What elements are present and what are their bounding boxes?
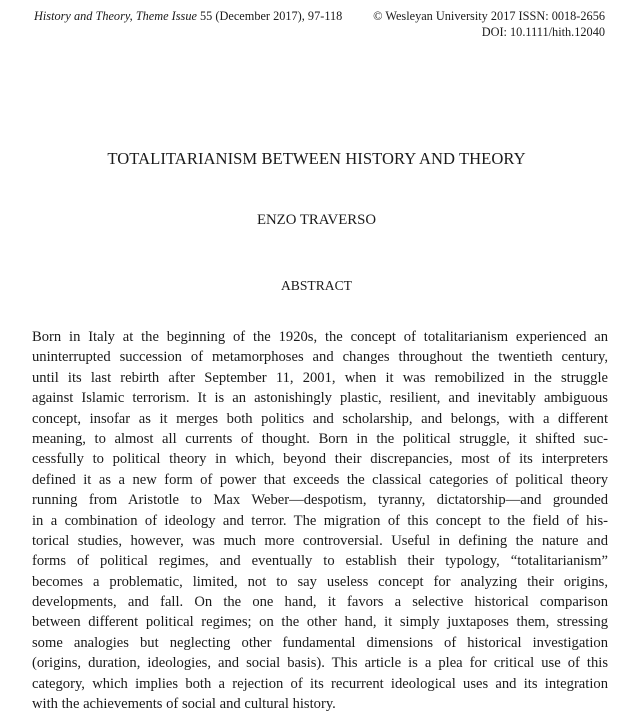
abstract-line: uninterrupted succession of metamorphoses and changes throughout the twentieth century, — [32, 349, 608, 366]
abstract-line: between different political regimes; on the other hand, it simply juxtaposes them, stressing — [32, 614, 608, 631]
abstract-line: cessfully to political theory in which, beyond their discrepancies, most of its interpreters — [32, 451, 608, 468]
issue-details: 55 (December 2017), 97-118 — [196, 9, 343, 23]
abstract-line: Born in Italy at the beginning of the 1920s, the concept of totalitarianism experienced an — [32, 329, 608, 345]
abstract-body — [32, 327, 608, 714]
abstract-line: in a combination of ideology and terror. The migration of this concept to the field of his- — [32, 512, 608, 529]
abstract-line: (origins, duration, ideologies, and social basis). This article is a plea for critical use of this — [32, 655, 608, 672]
issue-label: Theme Issue — [135, 9, 197, 23]
doi: DOI: 10.1111/hith.12040 — [481, 24, 605, 39]
article-author: ENZO TRAVERSO — [256, 212, 377, 228]
publication-info — [373, 9, 605, 40]
abstract-line: running from Aristotle to Max Weber—despotism, tyranny, dictatorship—and grounded — [32, 492, 608, 509]
abstract-line: becomes a problematic, limited, not to say useless concept for analyzing their origins, — [32, 573, 608, 590]
abstract-heading: ABSTRACT — [280, 278, 352, 293]
abstract-line: until its last rebirth after September 11, 2001, when it was remobilized in the struggle — [32, 369, 608, 386]
copyright-issn: © Wesleyan University 2017 ISSN: 0018-2656 — [373, 9, 605, 23]
abstract-line: developments, and fall. On the one hand, it favors a selective historical comparison — [32, 594, 608, 611]
abstract-line: forms of political regimes, and eventually to establish their typology, “totalitarianism” — [32, 553, 608, 570]
abstract-line: with the achievements of social and cultural history. — [32, 696, 336, 713]
article-title: TOTALITARIANISM BETWEEN HISTORY AND THEORY — [107, 149, 526, 168]
abstract-line: defined it as a new form of power that exceeds the classical categories of political theory — [32, 471, 608, 488]
abstract-line: some analogies but neglecting other fundamental dimensions of historical investigation — [32, 634, 608, 651]
abstract-line: against Islamic terrorism. It is an astonishingly plastic, resilient, and inevitably ambiguous — [32, 390, 608, 407]
abstract-line: concept, insofar as it merges both politics and scholarship, and belongs, with a different — [32, 410, 608, 427]
abstract-line: meaning, to almost all currents of thought. Born in the political struggle, it shifted suc- — [32, 430, 608, 447]
journal-citation — [34, 9, 342, 24]
abstract-line: torical studies, however, was much more controversial. Useful in defining the nature and — [32, 532, 608, 549]
journal-name: History and Theory — [34, 9, 130, 23]
journal-comma: , — [129, 9, 136, 23]
abstract-line: category, which implies both a rejection of its recurrent ideological uses and its integration — [32, 675, 608, 692]
